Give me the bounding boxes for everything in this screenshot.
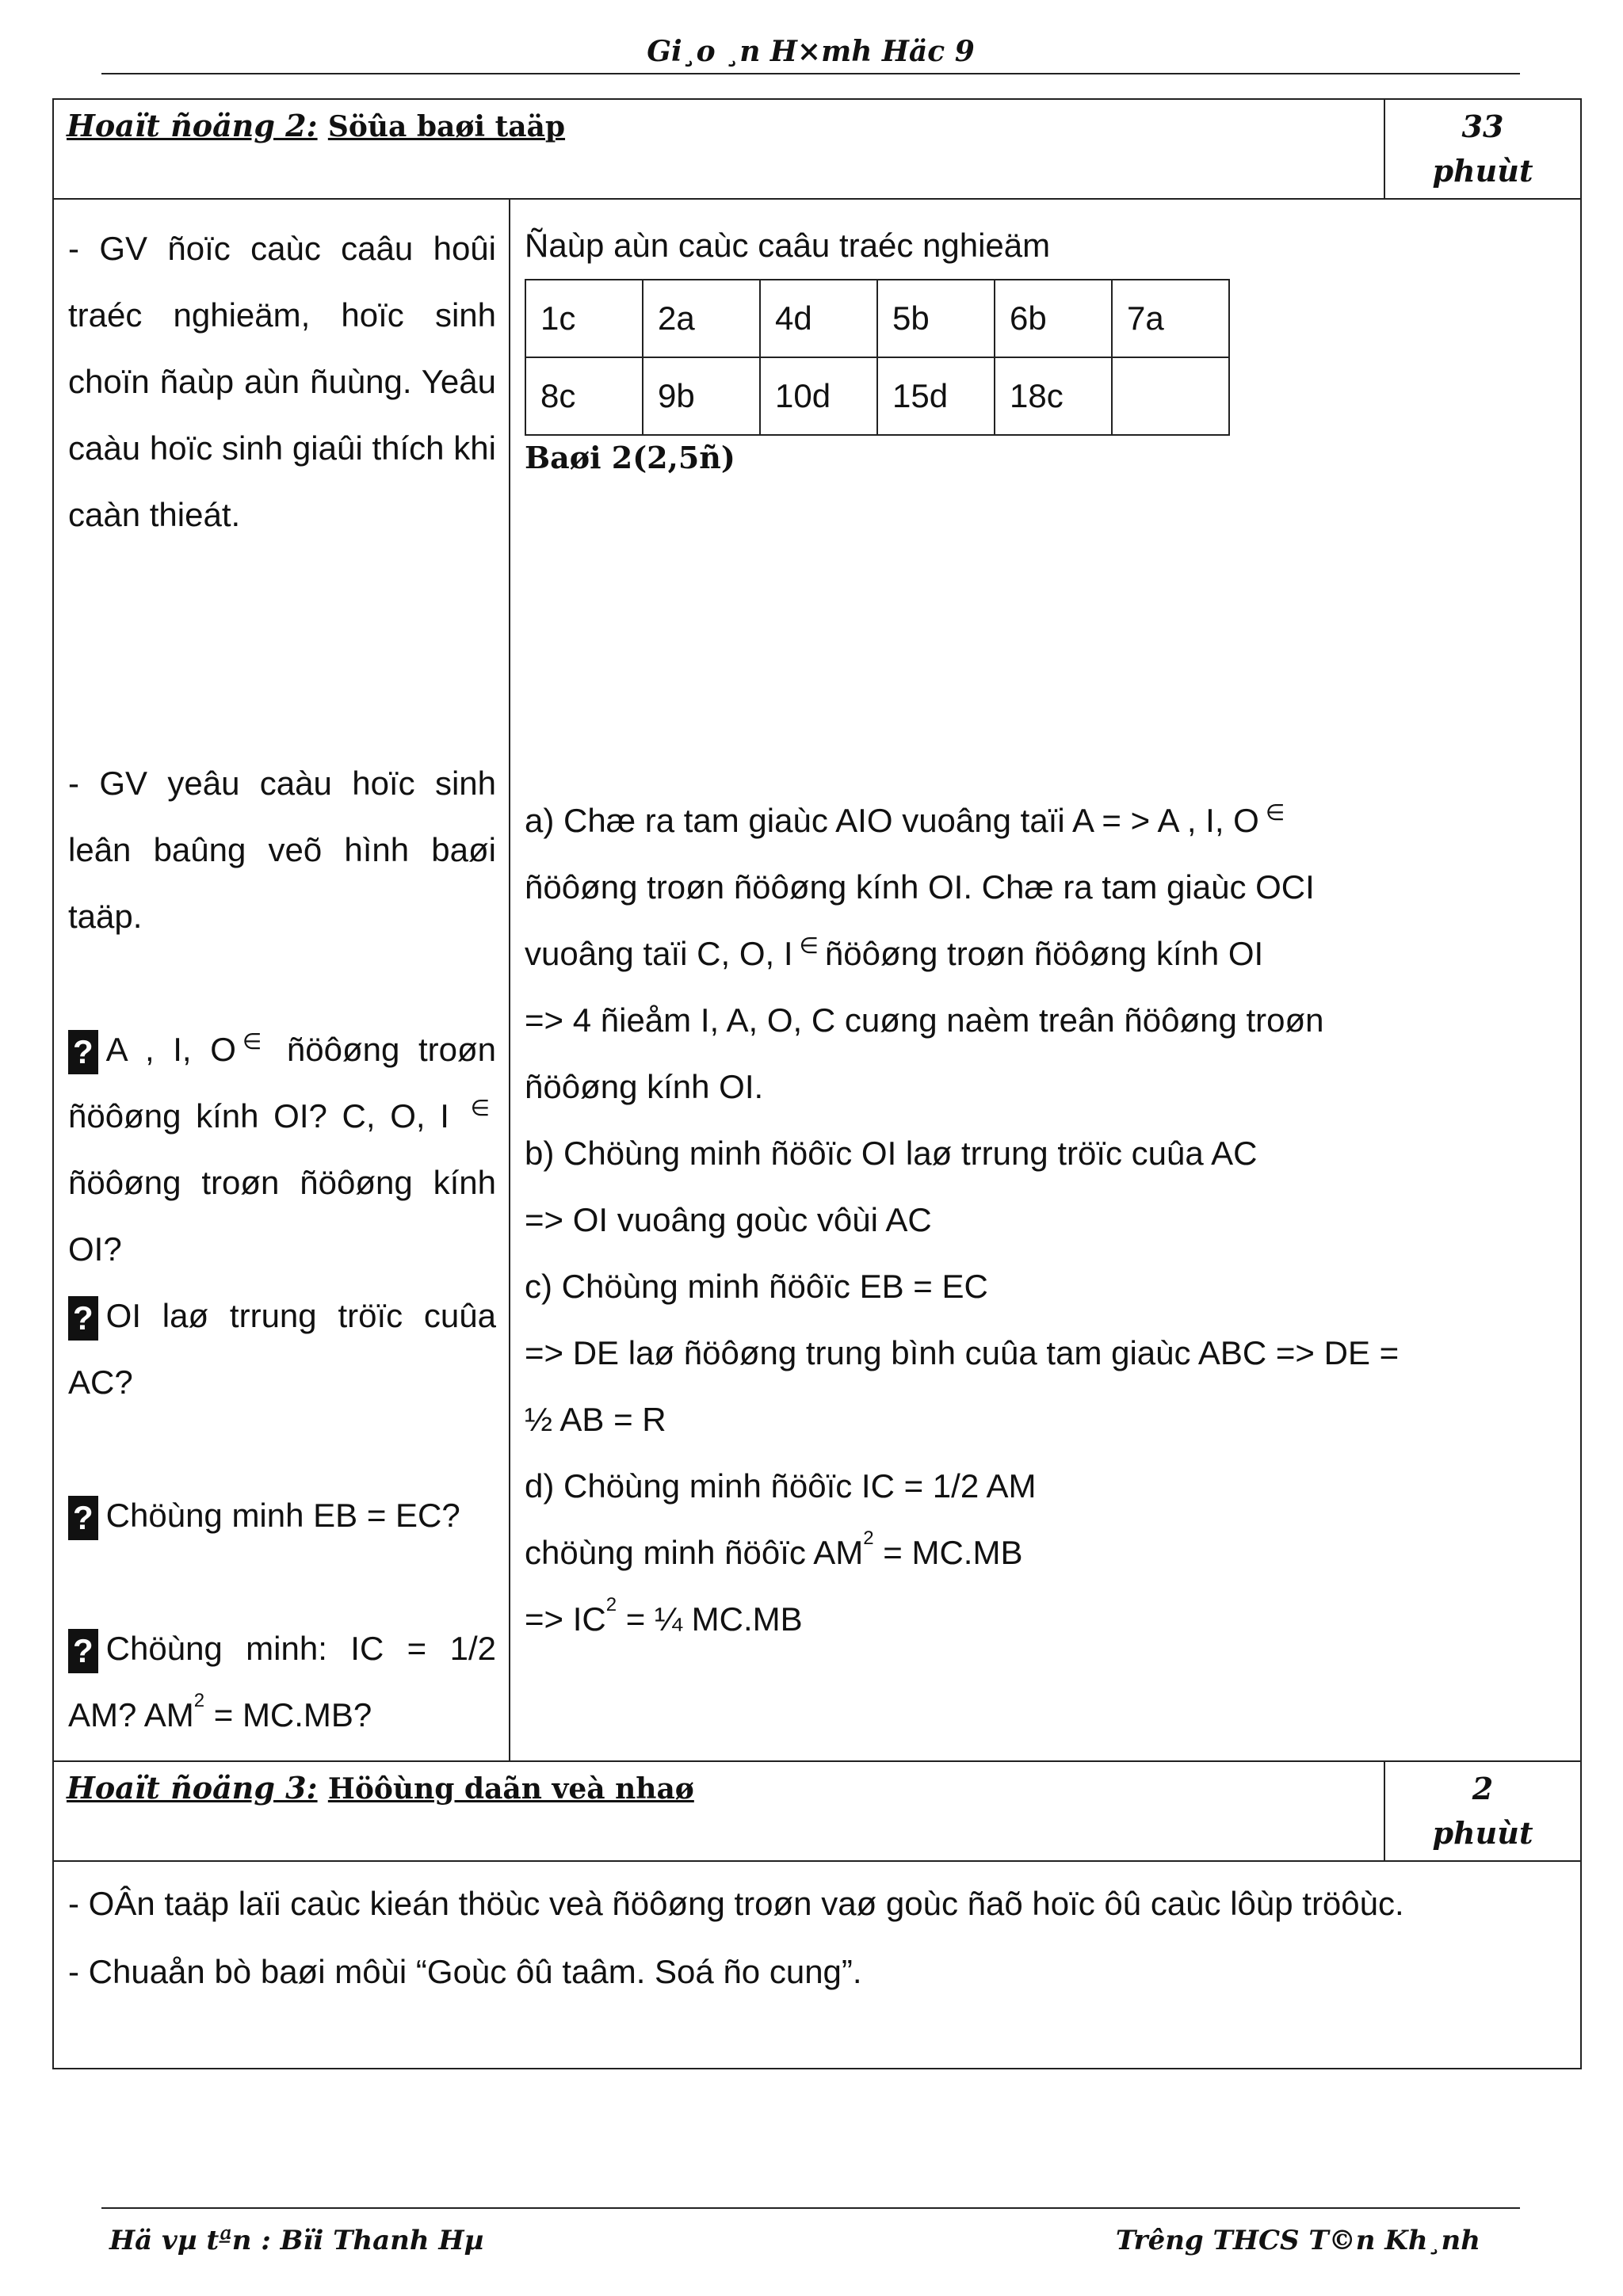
activity2-time-value: 33 xyxy=(1461,109,1504,144)
question-1 xyxy=(68,1016,496,1283)
element-of-icon: ∈ xyxy=(799,933,819,958)
solution-text: = ¼ MC.MB xyxy=(617,1600,803,1638)
solution-text: => IC xyxy=(525,1600,606,1638)
answer-cell: 18c xyxy=(995,357,1112,435)
solution-text: a) Chæ ra tam giaùc AIO vuoâng taïi A = > A , I, O xyxy=(525,802,1259,839)
activity3-title xyxy=(53,1761,1384,1861)
activity2-time xyxy=(1384,99,1581,199)
solution-text: = MC.MB xyxy=(873,1534,1023,1571)
activity2-title xyxy=(53,99,1384,199)
solution-c-line-3: ½ AB = R xyxy=(525,1401,666,1438)
question-mark-icon: ? xyxy=(68,1496,98,1540)
solution-column xyxy=(510,199,1581,1761)
solution-a-line-5: ñöôøng kính OI. xyxy=(525,1068,764,1105)
answer-cell: 1c xyxy=(525,280,643,357)
solution-b-line-1: b) Chöùng minh ñöôïc OI laø trrung tröïc cuûa AC xyxy=(525,1135,1258,1172)
footer-school: Trêng THCS T©n Kh¸nh xyxy=(1115,2225,1480,2256)
answer-cell: 7a xyxy=(1112,280,1229,357)
question-1-part-a: A , I, O xyxy=(105,1031,236,1068)
answers-title: Ñaùp aùn caùc caâu traéc nghieäm xyxy=(525,227,1051,264)
homework-line-1: - OÂn taäp laïi caùc kieán thöùc veà ñöôøng troøn vaø goùc ñaõ hoïc ôû caùc lôùp tröôùc. xyxy=(68,1885,1404,1922)
activity3-time xyxy=(1384,1761,1581,1861)
answer-cell: 2a xyxy=(643,280,760,357)
activity2-body-row xyxy=(53,199,1581,1761)
answer-cell: 9b xyxy=(643,357,760,435)
activity3-body-row xyxy=(53,1861,1581,2069)
footer-author: Hä vµ tªn : Bïi Thanh Hµ xyxy=(109,2225,484,2256)
teacher-instruction-1: - GV ñoïc caùc caâu hoûi traéc nghieäm, hoïc sinh choïn ñaùp aùn ñuùng. Yeâu caàu hoïc sinh giaûi thích khi caàn thieát. xyxy=(68,230,496,533)
homework-instructions xyxy=(53,1861,1581,2069)
question-mark-icon: ? xyxy=(68,1030,98,1074)
answer-cell: 5b xyxy=(877,280,995,357)
spacer xyxy=(68,1416,496,1482)
teacher-instruction-2: - GV yeâu caàu hoïc sinh leân baûng veõ hình baøi taäp. xyxy=(68,765,496,935)
spacer xyxy=(525,480,1568,788)
question-3 xyxy=(68,1482,496,1549)
question-1-part-b: ñöôøng troøn ñöôøng kính OI? C, O, I xyxy=(68,1031,496,1135)
element-of-icon: ∈ xyxy=(242,1029,262,1054)
question-4-part-b: = MC.MB? xyxy=(213,1696,372,1733)
question-mark-icon: ? xyxy=(68,1296,98,1341)
question-4-part-a: Chöùng minh: IC = 1/2 AM? AM xyxy=(68,1630,496,1733)
question-2 xyxy=(68,1283,496,1416)
answers-table xyxy=(525,279,1230,436)
activity3-time-value: 2 xyxy=(1472,1771,1494,1806)
superscript-2: 2 xyxy=(605,1594,617,1615)
question-4 xyxy=(68,1615,496,1749)
answer-cell: 4d xyxy=(760,280,877,357)
question-2-text: OI laø trrung tröïc cuûa AC? xyxy=(68,1297,496,1401)
solution-d-line-3 xyxy=(525,1586,1568,1653)
activity3-name: Höôùng daãn veà nhaø xyxy=(327,1772,694,1806)
answer-cell: 6b xyxy=(995,280,1112,357)
answer-cell: 8c xyxy=(525,357,643,435)
answers-row xyxy=(525,280,1229,357)
superscript-2: 2 xyxy=(863,1527,874,1549)
superscript-2: 2 xyxy=(193,1690,205,1711)
spacer xyxy=(68,950,496,1016)
activity2-time-unit: phuùt xyxy=(1432,153,1533,189)
solution-a-line-1 xyxy=(525,788,1568,854)
activity3-label: Hoaït ñoäng 3: xyxy=(67,1770,318,1806)
page-header xyxy=(101,30,1520,74)
answer-cell: 10d xyxy=(760,357,877,435)
solution-a-line-3 xyxy=(525,921,1568,987)
page-footer xyxy=(101,2207,1520,2256)
spacer xyxy=(68,548,496,750)
activity2-name: Söûa baøi taäp xyxy=(327,110,566,143)
homework-line-2: - Chuaån bò baøi môùi “Goùc ôû taâm. Soá ño cung”. xyxy=(68,1953,862,1990)
solution-text: ñöôøng troøn ñöôøng kính OI xyxy=(824,935,1264,972)
question-1-part-c: ñöôøng troøn ñöôøng kính OI? xyxy=(68,1164,496,1268)
solution-a-line-4: => 4 ñieåm I, A, O, C cuøng naèm treân ñöôøng troøn xyxy=(525,1001,1324,1039)
teacher-activity-column xyxy=(53,199,510,1761)
spacer xyxy=(68,1549,496,1615)
lesson-table xyxy=(52,98,1582,2069)
solution-c-line-1: c) Chöùng minh ñöôïc EB = EC xyxy=(525,1268,988,1305)
solution-d-line-2 xyxy=(525,1520,1568,1586)
question-mark-icon: ? xyxy=(68,1629,98,1673)
solution-d-line-1: d) Chöùng minh ñöôïc IC = 1/2 AM xyxy=(525,1467,1037,1505)
answer-cell xyxy=(1112,357,1229,435)
document-title: Gi¸o ¸n H×mh Häc 9 xyxy=(647,35,975,68)
answer-cell: 15d xyxy=(877,357,995,435)
activity3-header-row xyxy=(53,1761,1581,1861)
activity2-header-row xyxy=(53,99,1581,199)
activity2-label: Hoaït ñoäng 2: xyxy=(67,108,318,143)
element-of-icon: ∈ xyxy=(470,1096,490,1120)
solution-text: chöùng minh ñöôïc AM xyxy=(525,1534,864,1571)
answers-row xyxy=(525,357,1229,435)
solution-b-line-2: => OI vuoâng goùc vôùi AC xyxy=(525,1201,932,1238)
activity3-time-unit: phuùt xyxy=(1432,1815,1533,1851)
exercise-2-heading: Baøi 2(2,5ñ) xyxy=(525,440,735,475)
solution-c-line-2: => DE laø ñöôøng trung bình cuûa tam giaùc ABC => DE = xyxy=(525,1334,1400,1371)
solution-a-line-2: ñöôøng troøn ñöôøng kính OI. Chæ ra tam giaùc OCI xyxy=(525,868,1315,906)
element-of-icon: ∈ xyxy=(1265,800,1285,825)
question-3-text: Chöùng minh EB = EC? xyxy=(105,1497,460,1534)
solution-text: vuoâng taïi C, O, I xyxy=(525,935,793,972)
